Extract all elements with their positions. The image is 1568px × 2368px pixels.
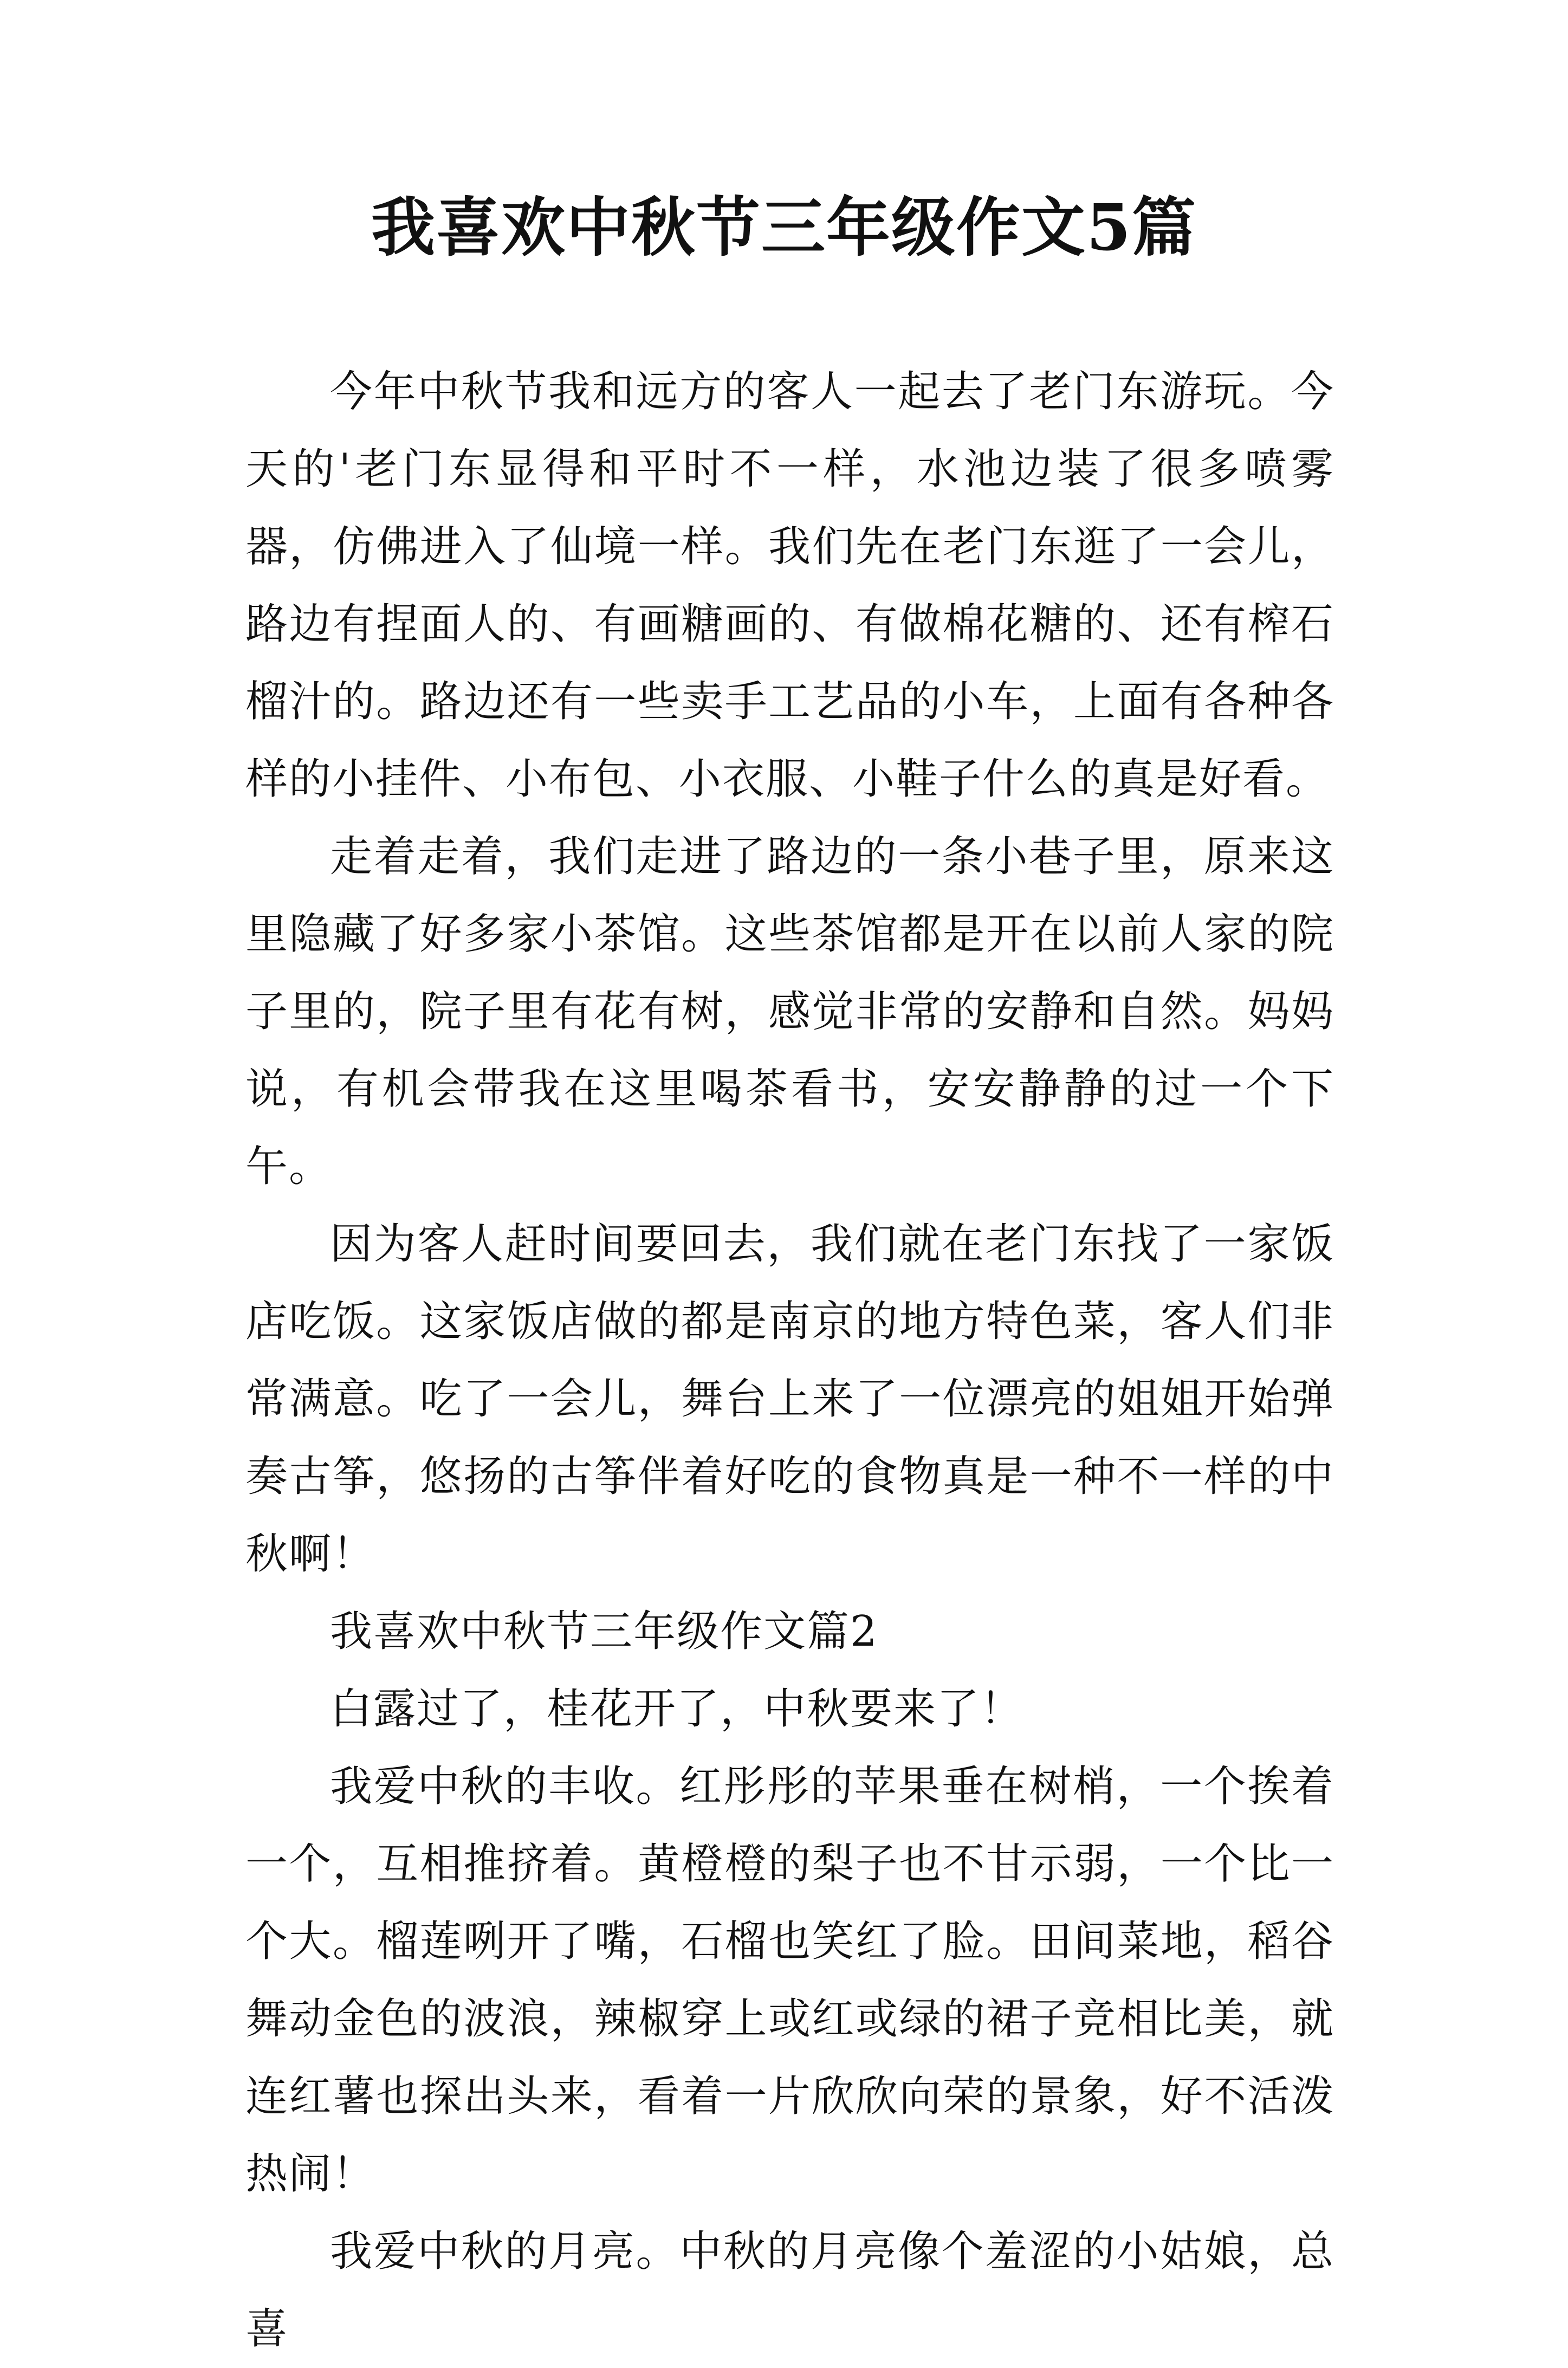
document-title: 我喜欢中秋节三年级作文5篇 xyxy=(371,190,1197,265)
paragraph-1: 今年中秋节我和远方的客人一起去了老门东游玩。今天的'老门东显得和平时不一样，水池边装了很多喷雾器，仿佛进入了仙境一样。我们先在老门东逛了一会儿，路边有捏面人的、有画糖画的、有做棉花糖的、还有榨石榴汁的。路边还有一些卖手工艺品的小车，上面有各种各样的小挂件、小布包、小衣服、小鞋子什么的真是好看。 xyxy=(245,367,1334,804)
paragraph-3: 因为客人赶时间要回去，我们就在老门东找了一家饭店吃饭。这家饭店做的都是南京的地方特色菜，客人们非常满意。吃了一会儿，舞台上来了一位漂亮的姐姐开始弹奏古筝，悠扬的古筝伴着好吃的食物真是一种不一样的中秋啊！ xyxy=(245,1220,1334,1578)
section-heading-2: 我喜欢中秋节三年级作文篇2 xyxy=(330,1607,878,1656)
paragraph-5: 我爱中秋的丰收。红彤彤的苹果垂在树梢，一个挨着一个，互相推挤着。黄橙橙的梨子也不甘示弱，一个比一个大。榴莲咧开了嘴，石榴也笑红了脸。田间菜地，稻谷舞动金色的波浪，辣椒穿上或红或绿的裙子竞相比美，就连红薯也探出头来，看着一片欣欣向荣的景象，好不活泼热闹！ xyxy=(245,1762,1334,2198)
document-body xyxy=(245,353,1334,2368)
paragraph-6: 我爱中秋的月亮。中秋的月亮像个羞涩的小姑娘，总喜 xyxy=(245,2227,1334,2353)
paragraph-2: 走着走着，我们走进了路边的一条小巷子里，原来这里隐藏了好多家小茶馆。这些茶馆都是开在以前人家的院子里的，院子里有花有树，感觉非常的安静和自然。妈妈说，有机会带我在这里喝茶看书，安安静静的过一个下午。 xyxy=(245,832,1334,1191)
paragraph-4: 白露过了，桂花开了，中秋要来了！ xyxy=(330,1685,1024,1733)
